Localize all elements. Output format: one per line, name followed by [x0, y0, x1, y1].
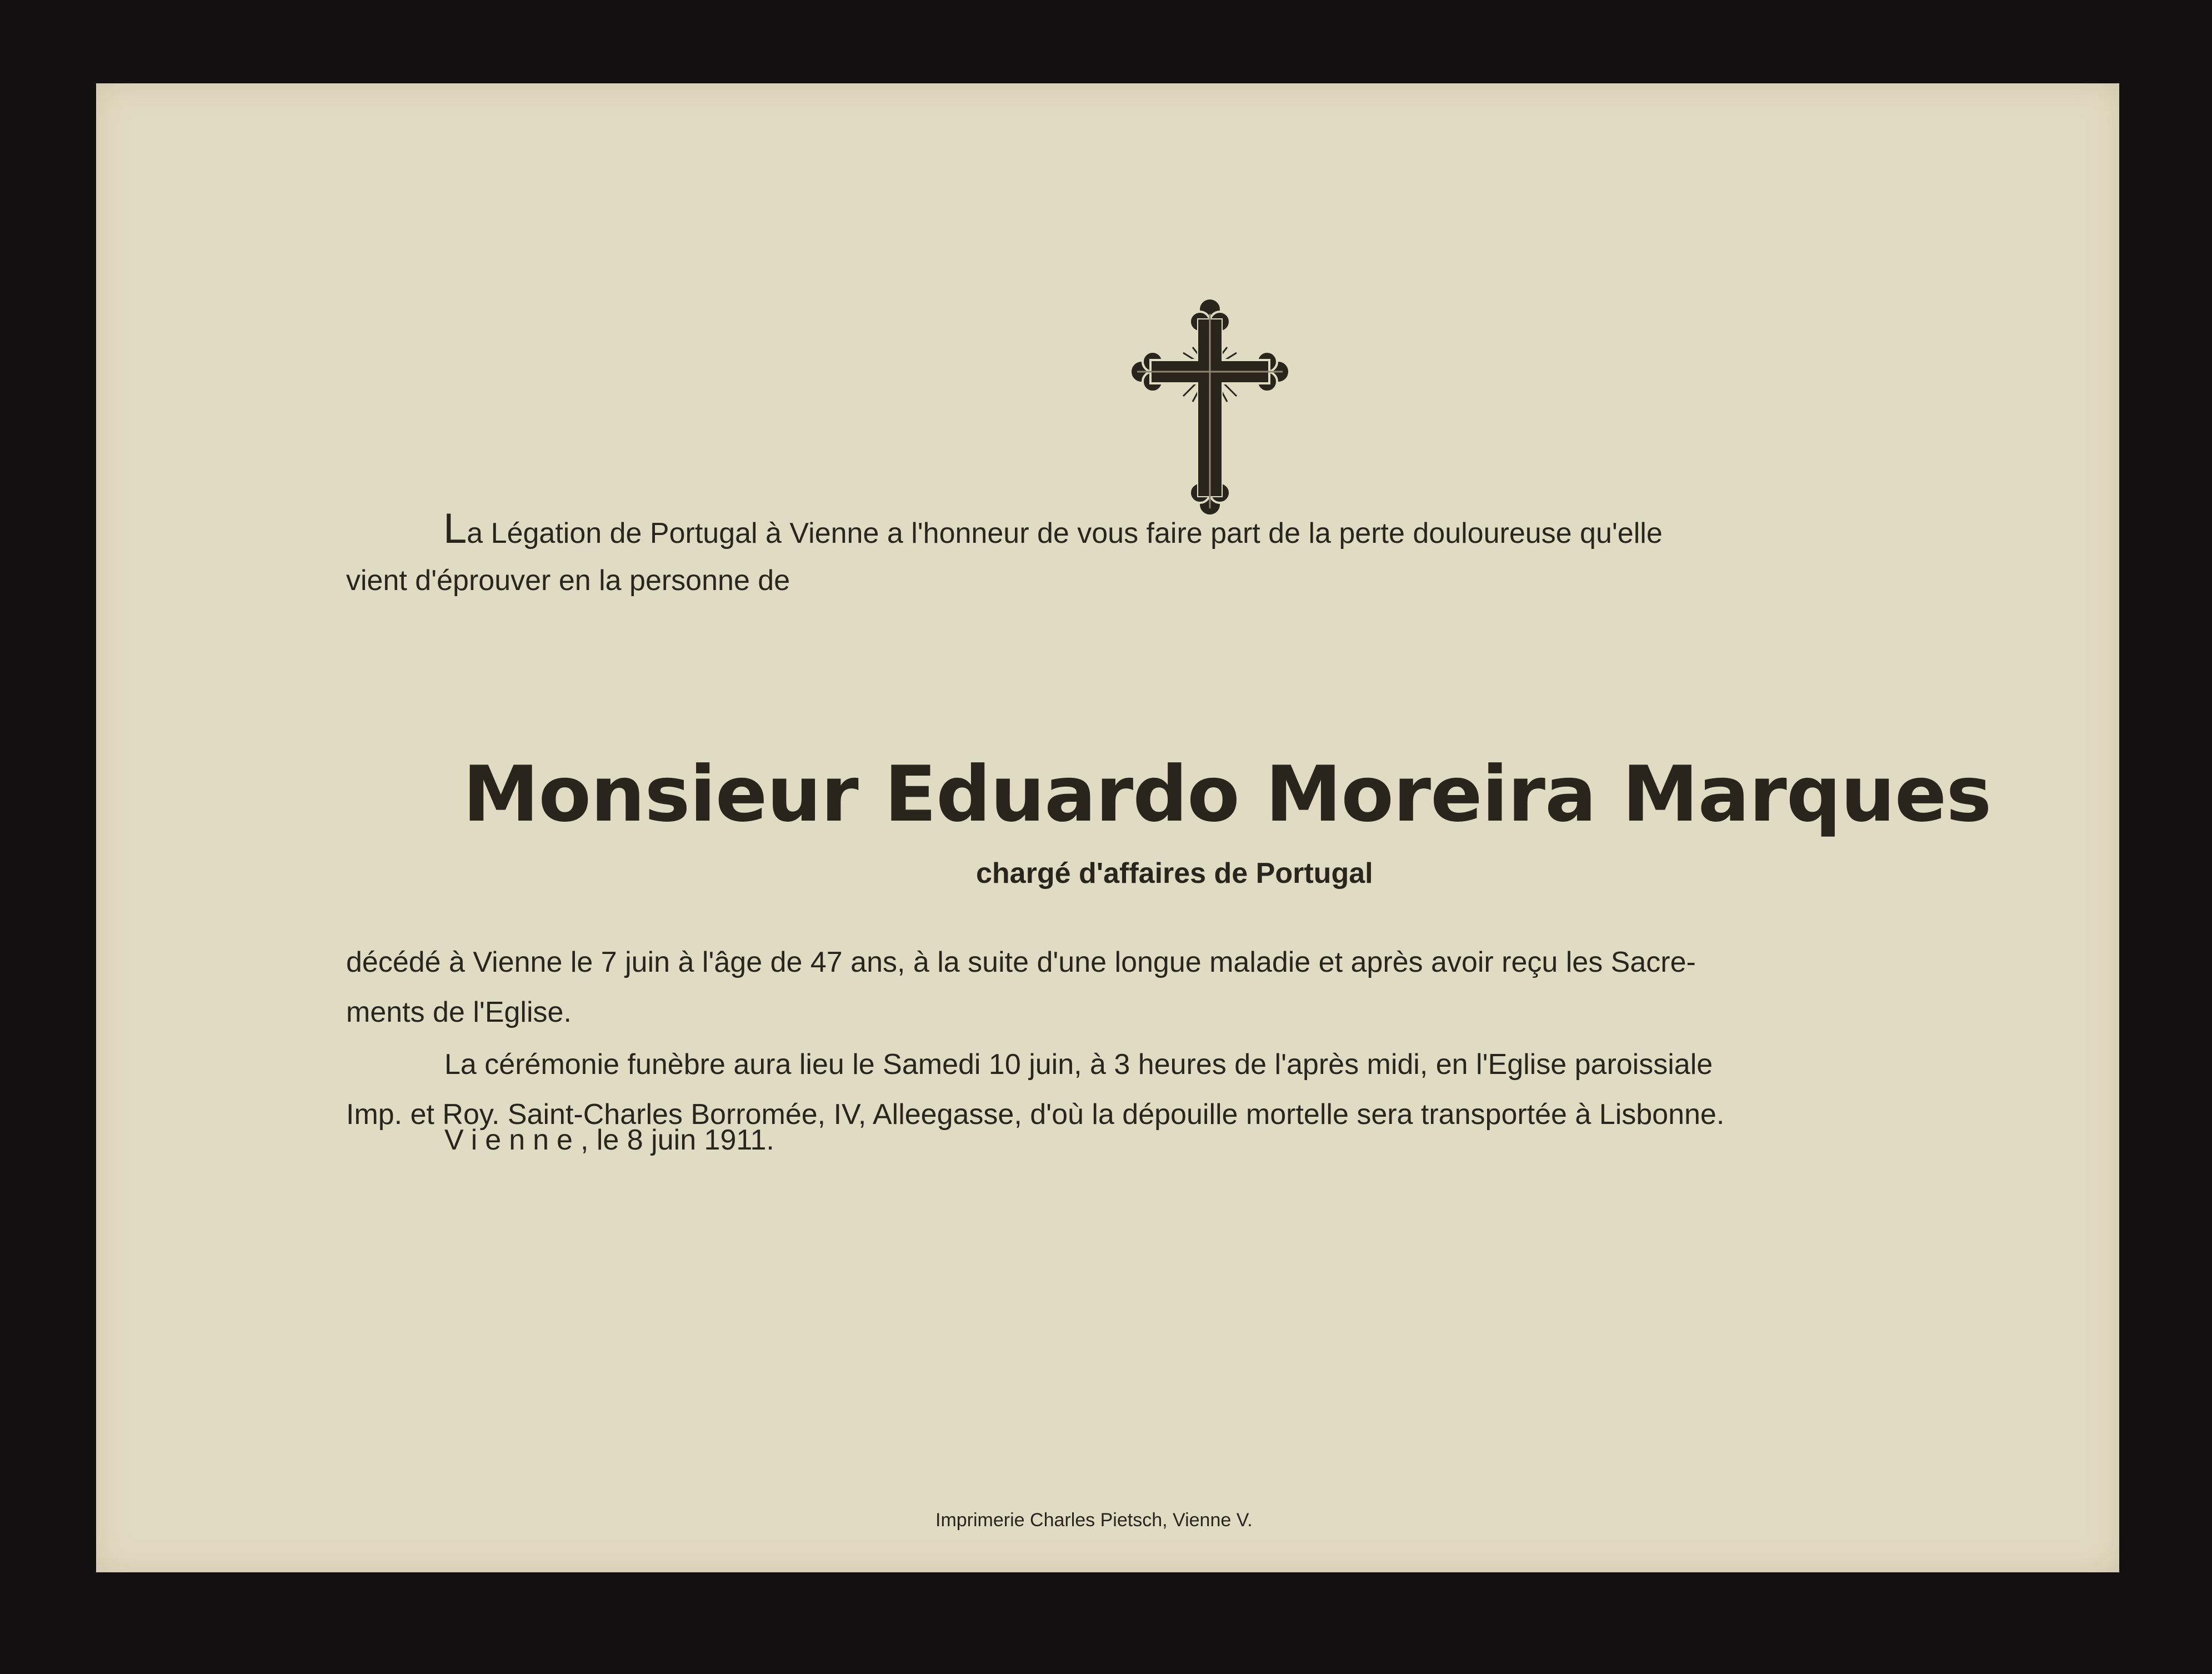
intro-line-1-text: a Légation de Portugal à Vienne a l'honneur de vous faire part de la perte douloureuse qu'elle	[467, 517, 1663, 549]
date-line	[444, 1123, 774, 1157]
intro-line-1	[443, 505, 1663, 552]
place-name: Vienne	[444, 1124, 580, 1156]
death-line-1: décédé à Vienne le 7 juin à l'âge de 47 ans, à la suite d'une longue maladie et après avoir reçu les Sacre-	[346, 946, 1696, 978]
ceremony-line-2: Imp. et Roy. Saint-Charles Borromée, IV, Alleegasse, d'où la dépouille mortelle sera transportée à Lisbonne.	[346, 1098, 1725, 1131]
cross-icon	[1130, 297, 1289, 517]
intro-initial: L	[443, 505, 467, 552]
printer-imprint: Imprimerie Charles Pietsch, Vienne V.	[935, 1510, 1253, 1531]
death-line-2: ments de l'Eglise.	[346, 996, 572, 1028]
mourning-card	[96, 83, 2119, 1572]
deceased-name: Monsieur Eduardo Moreira Marques	[463, 749, 1991, 839]
date-text: , le 8 juin 1911.	[580, 1124, 774, 1156]
deceased-title: chargé d'affaires de Portugal	[976, 857, 1373, 890]
ceremony-line-1: La cérémonie funèbre aura lieu le Samedi 10 juin, à 3 heures de l'après midi, en l'Eglise paroissiale	[444, 1048, 1713, 1081]
intro-line-2: vient d'éprouver en la personne de	[346, 564, 790, 597]
